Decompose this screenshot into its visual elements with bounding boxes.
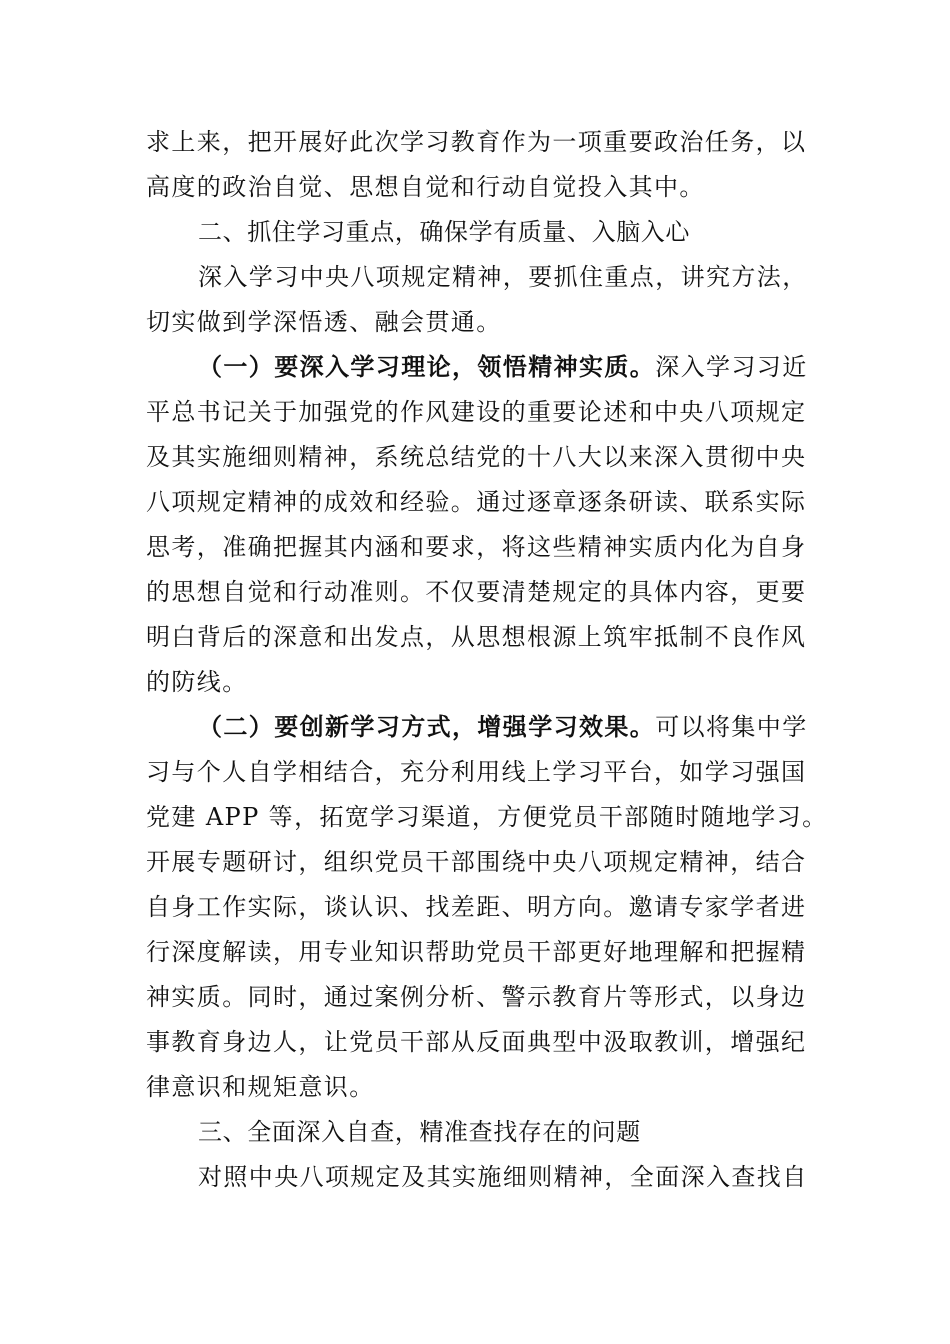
subsection-line bbox=[198, 351, 810, 383]
body-text-line: 高度的政治自觉、思想自觉和行动自觉投入其中。 bbox=[146, 173, 705, 201]
section-heading: 三、全面深入自查，精准查找存在的问题 bbox=[198, 1118, 641, 1146]
subsection-line bbox=[198, 711, 810, 743]
body-text-line: 习与个人自学相结合，充分利用线上学习平台，如学习强国 bbox=[146, 758, 807, 786]
body-text-line: 开展专题研讨，组织党员干部围绕中央八项规定精神，结合 bbox=[146, 848, 807, 876]
body-text-line: 切实做到学深悟透、融会贯通。 bbox=[146, 308, 502, 336]
body-text-line: 事教育身边人，让党员干部从反面典型中汲取教训，增强纪 bbox=[146, 1028, 807, 1056]
body-text-line: 对照中央八项规定及其实施细则精神，全面深入查找自 bbox=[198, 1163, 808, 1191]
body-text-span: 深入学习习近 bbox=[655, 353, 808, 381]
body-text-line: 深入学习中央八项规定精神，要抓住重点，讲究方法， bbox=[198, 263, 808, 291]
body-text-span: 可以将集中学 bbox=[655, 713, 808, 741]
body-text-line: 八项规定精神的成效和经验。通过逐章逐条研读、联系实际 bbox=[146, 488, 807, 516]
body-text-line: 神实质。同时，通过案例分析、警示教育片等形式，以身边 bbox=[146, 983, 807, 1011]
body-text-line: 求上来，把开展好此次学习教育作为一项重要政治任务，以 bbox=[146, 128, 807, 156]
body-text-line: 平总书记关于加强党的作风建设的重要论述和中央八项规定 bbox=[146, 398, 807, 426]
body-text-line: 党建 APP 等，拓宽学习渠道，方便党员干部随时随地学习。 bbox=[146, 803, 828, 831]
body-text-line: 的防线。 bbox=[146, 668, 248, 696]
subsection-heading: （二）要创新学习方式，增强学习效果。 bbox=[198, 712, 656, 741]
body-text-line: 及其实施细则精神，系统总结党的十八大以来深入贯彻中央 bbox=[146, 443, 807, 471]
body-text-line: 的思想自觉和行动准则。不仅要清楚规定的具体内容，更要 bbox=[146, 578, 807, 606]
subsection-heading: （一）要深入学习理论，领悟精神实质。 bbox=[198, 352, 656, 381]
body-text-line: 律意识和规矩意识。 bbox=[146, 1073, 375, 1101]
body-text-line: 明白背后的深意和出发点，从思想根源上筑牢抵制不良作风 bbox=[146, 623, 807, 651]
body-text-line: 自身工作实际，谈认识、找差距、明方向。邀请专家学者进 bbox=[146, 893, 807, 921]
body-text-line: 思考，准确把握其内涵和要求，将这些精神实质内化为自身 bbox=[146, 533, 807, 561]
body-text-line: 行深度解读，用专业知识帮助党员干部更好地理解和把握精 bbox=[146, 938, 807, 966]
section-heading: 二、抓住学习重点，确保学有质量、入脑入心 bbox=[198, 218, 690, 246]
